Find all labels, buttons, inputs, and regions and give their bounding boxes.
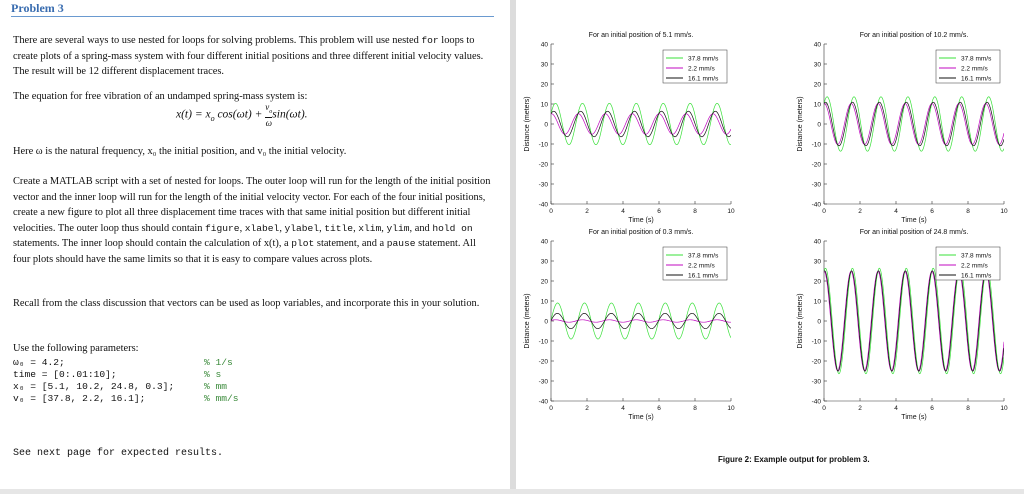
x-tick-label: 2 [858, 405, 862, 412]
param-comment-x0: % mm [204, 381, 228, 392]
x-tick-label: 8 [966, 405, 970, 412]
eq-denominator: ω [265, 117, 272, 128]
instr-code-pause: pause [386, 238, 416, 249]
instructions-paragraph [13, 174, 493, 267]
x-tick-label: 4 [621, 405, 625, 412]
legend-label: 2.2 mm/s [688, 65, 715, 73]
y-axis-label: Distance (meters) [524, 293, 531, 349]
instr-sep-2: , [279, 222, 285, 234]
param-code-omega: ω₀ = 4.2; [13, 357, 65, 368]
instr-a: Create a MATLAB script with a set of nested for loops. The outer loop will run for the length of the initial position vector and the inner loop will run for the length of the initial velocity vector. For each of the four initial positions, create a new figure to plot all three displacement time traces with that same initial position but different initial velocities. The outer loop thus should contain [13, 176, 491, 234]
y-tick-label: 30 [813, 258, 821, 266]
instr-b8: statement, and a [314, 238, 387, 249]
instr-code-figure: figure [205, 222, 240, 234]
intro-text-1: There are several ways to use nested for loops for solving problems. This problem will use nested [13, 35, 422, 46]
x-tick-label: 6 [930, 208, 934, 215]
y-tick-label: 0 [544, 318, 548, 326]
eq-lhs: x(t) = x [176, 108, 211, 121]
y-tick-label: 20 [540, 278, 548, 286]
x-tick-label: 6 [657, 208, 661, 215]
instr-sep-6: , and [409, 222, 433, 234]
x-tick-label: 6 [930, 405, 934, 412]
y-tick-label: 40 [540, 41, 548, 49]
title-rule [11, 16, 494, 17]
legend-label: 2.2 mm/s [961, 262, 988, 270]
legend-label: 37.8 mm/s [961, 252, 992, 260]
x-axis-label: Time (s) [901, 414, 927, 421]
x-tick-label: 0 [549, 405, 553, 412]
x-tick-label: 4 [894, 208, 898, 215]
instr-code-ylabel: ylabel [284, 222, 320, 234]
legend-label: 37.8 mm/s [688, 55, 719, 63]
y-tick-label: 20 [813, 81, 821, 89]
param-code-v0: v₀ = [37.8, 2.2, 16.1]; [13, 393, 146, 404]
problem-page [0, 0, 510, 489]
see-next-page: See next page for expected results. [13, 448, 224, 459]
x-axis-label: Time (s) [901, 217, 927, 224]
y-tick-label: 40 [540, 238, 548, 246]
param-code-time: time = [0:.01:10]; [13, 369, 117, 380]
y-tick-label: -40 [811, 398, 821, 406]
instr-code-xlim: xlim [358, 222, 382, 234]
x-tick-label: 8 [966, 208, 970, 215]
legend-label: 37.8 mm/s [688, 252, 719, 260]
x-tick-label: 10 [1000, 405, 1008, 412]
y-tick-label: -40 [538, 201, 548, 209]
y-tick-label: -10 [811, 141, 821, 149]
y-tick-label: 10 [813, 101, 821, 109]
y-tick-label: -20 [811, 358, 821, 366]
instr-sep-1: , [239, 222, 245, 234]
instr-sep-5: , [381, 222, 387, 234]
y-tick-label: 10 [540, 101, 548, 109]
instr-sep-3: , [319, 222, 325, 234]
x-tick-label: 2 [585, 405, 589, 412]
x-tick-label: 2 [585, 208, 589, 215]
y-tick-label: 10 [540, 298, 548, 306]
x-tick-label: 10 [727, 405, 735, 412]
y-axis-label: Distance (meters) [797, 293, 804, 349]
legend-label: 16.1 mm/s [688, 272, 719, 280]
legend-label: 16.1 mm/s [961, 272, 992, 280]
y-tick-label: -30 [811, 378, 821, 386]
instr-sep-4: , [353, 222, 359, 234]
x-tick-label: 8 [693, 208, 697, 215]
problem-title: Problem 3 [11, 1, 64, 15]
y-tick-label: -10 [538, 338, 548, 346]
eq-num-sub: o [269, 108, 273, 115]
y-tick-label: -30 [538, 181, 548, 189]
x-tick-label: 0 [822, 208, 826, 215]
intro-code-for: for [421, 35, 439, 46]
x-tick-label: 10 [727, 208, 735, 215]
figure-page [516, 0, 1024, 489]
y-tick-label: 40 [813, 238, 821, 246]
param-comment-omega: % 1/s [204, 357, 233, 368]
legend-label: 16.1 mm/s [688, 75, 719, 83]
x-tick-label: 4 [894, 405, 898, 412]
y-tick-label: 0 [817, 121, 821, 129]
y-tick-label: -10 [811, 338, 821, 346]
chart-title: For an initial position of 5.1 mm/s. [588, 32, 694, 39]
equation [176, 102, 308, 128]
series-line [824, 102, 1004, 146]
instr-code-plot: plot [291, 238, 315, 249]
y-tick-label: 10 [813, 298, 821, 306]
instr-b9: statement. All four plots should have the same limits so that it is easy to compare values across plots. [13, 238, 476, 265]
legend-label: 2.2 mm/s [961, 65, 988, 73]
y-axis-label: Distance (meters) [797, 96, 804, 152]
y-tick-label: 30 [540, 61, 548, 69]
y-tick-label: 0 [544, 121, 548, 129]
instr-code-hold-on: hold on [432, 222, 473, 234]
y-tick-label: -20 [811, 161, 821, 169]
param-comment-v0: % mm/s [204, 393, 239, 404]
series-line [824, 97, 1004, 151]
y-tick-label: 20 [813, 278, 821, 286]
chart-title: For an initial position of 10.2 mm/s. [859, 32, 969, 39]
equation-intro: The equation for free vibration of an undamped spring-mass system is: [13, 91, 308, 102]
x-axis-label: Time (s) [628, 217, 654, 224]
y-tick-label: -20 [538, 358, 548, 366]
legend-label: 16.1 mm/s [961, 75, 992, 83]
y-tick-label: 20 [540, 81, 548, 89]
eq-rhs: sin(ωt). [272, 108, 308, 121]
x-tick-label: 10 [1000, 208, 1008, 215]
eq-sub: o [210, 113, 215, 123]
param-code-x0: x₀ = [5.1, 10.2, 24.8, 0.3]; [13, 381, 175, 392]
y-tick-label: -30 [811, 181, 821, 189]
instr-b7: statements. The inner loop should contain the calculation of x(t), a [13, 238, 292, 249]
instr-code-ylim: ylim [386, 222, 410, 234]
intro-paragraph [13, 33, 493, 80]
chart-title: For an initial position of 0.3 mm/s. [588, 229, 694, 236]
params-heading: Use the following parameters: [13, 343, 139, 354]
figure-caption: Figure 2: Example output for problem 3. [718, 455, 870, 464]
x-tick-label: 0 [549, 208, 553, 215]
eq-num: v [265, 102, 270, 112]
x-tick-label: 4 [621, 208, 625, 215]
x-tick-label: 6 [657, 405, 661, 412]
y-tick-label: -30 [538, 378, 548, 386]
x-tick-label: 0 [822, 405, 826, 412]
recall-paragraph: Recall from the class discussion that vectors can be used as loop variables, and incorporate this in your solution. [13, 298, 480, 309]
instr-code-xlabel: xlabel [244, 222, 280, 234]
y-tick-label: -40 [538, 398, 548, 406]
x-tick-label: 2 [858, 208, 862, 215]
y-tick-label: -10 [538, 141, 548, 149]
y-tick-label: -40 [811, 201, 821, 209]
plots-figure [516, 0, 1024, 489]
eq-mid: cos(ωt) + [214, 108, 266, 121]
y-tick-label: 0 [817, 318, 821, 326]
series-line [824, 268, 1004, 374]
series-line [551, 303, 731, 339]
y-tick-label: 40 [813, 41, 821, 49]
x-tick-label: 8 [693, 405, 697, 412]
y-tick-label: -20 [538, 161, 548, 169]
variables-text: Here ω is the natural frequency, x₀ the initial position, and v₀ the initial velocity. [13, 146, 347, 157]
param-comment-time: % s [204, 369, 222, 380]
y-axis-label: Distance (meters) [524, 96, 531, 152]
instr-code-title: title [324, 222, 354, 234]
legend-label: 2.2 mm/s [688, 262, 715, 270]
y-tick-label: 30 [813, 61, 821, 69]
chart-title: For an initial position of 24.8 mm/s. [859, 229, 969, 236]
intro-text-2: loops to create plots of a spring-mass system with four different initial positions and three different initial velocity values. The result will be 12 different displacement traces. [13, 35, 484, 77]
y-tick-label: 30 [540, 258, 548, 266]
x-axis-label: Time (s) [628, 414, 654, 421]
legend-label: 37.8 mm/s [961, 55, 992, 63]
